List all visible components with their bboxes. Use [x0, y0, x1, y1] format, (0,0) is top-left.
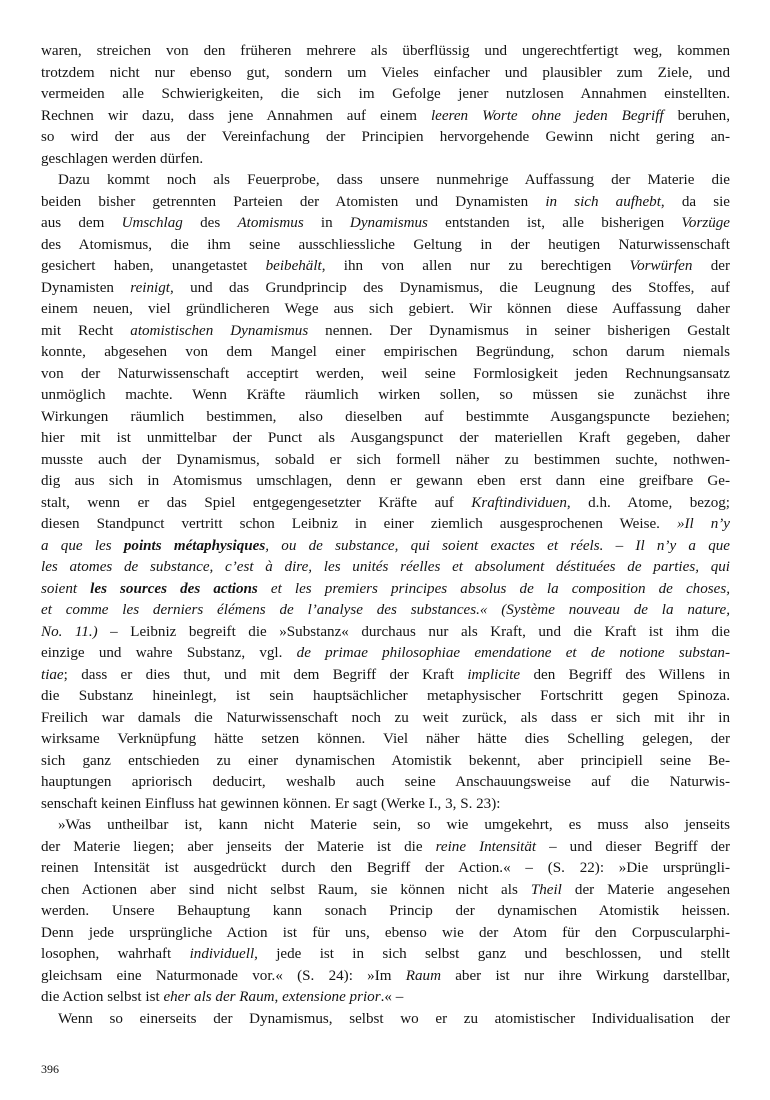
- text-line: [41, 837, 730, 859]
- text-run: Freilich war damals die Naturwissenschaft noch zu weit zurück, als dass er sich mit ihr in: [41, 709, 730, 726]
- italic-text-run: Kraftindividuen: [471, 494, 567, 511]
- text-run: stalt, wenn er das Spiel entgegengesetzter Kräfte auf: [41, 494, 472, 511]
- text-run: geschlagen werden dürfen.: [41, 150, 204, 167]
- italic-text-run: reine Intensität: [435, 838, 537, 855]
- text-block: [41, 41, 730, 1030]
- text-line: [41, 729, 730, 751]
- text-run: der Materie angesehen: [561, 881, 730, 898]
- text-line: [41, 815, 730, 837]
- italic-text-run: No. 11.): [41, 623, 98, 640]
- text-line: [41, 794, 730, 816]
- text-run: vermeiden alle Schwierigkeiten, die sich im Gefolge jener nutzlosen Annahmen einstellten.: [41, 86, 730, 102]
- text-line: [41, 170, 730, 192]
- text-line: [41, 493, 730, 515]
- text-line: [41, 471, 730, 493]
- text-run: , ihn von allen nur zu berechtigen: [321, 258, 630, 274]
- text-run: chen Actionen aber sind nicht selbst Raum, sie können nicht als: [41, 881, 531, 898]
- text-run: hier mit ist unmittelbar der Punct als Ausgangspunct der materiellen Kraft gegeben, daher: [41, 430, 730, 446]
- italic-text-run: implicite: [467, 666, 521, 683]
- bold-italic-text-run: points métaphysiques: [123, 537, 266, 554]
- italic-text-run: reinigt: [130, 279, 170, 296]
- text-line: [41, 536, 730, 558]
- text-line: [41, 600, 730, 622]
- text-run: .« –: [380, 989, 404, 1005]
- text-run: des: [182, 215, 238, 231]
- text-run: die Action selbst ist: [41, 989, 164, 1005]
- text-line: [41, 772, 730, 794]
- text-run: Dazu kommt noch als Feuerprobe, dass unsere nunmehrige Auffassung der Materie die: [58, 172, 730, 188]
- text-run: beruhen,: [663, 107, 730, 124]
- text-run: wirksame Verknüpfung hätte setzen können. Viel näher hätte dies Schelling gelegen, der: [41, 731, 730, 747]
- text-run: entstanden ist, alle bisherigen: [427, 215, 682, 231]
- text-run: , und das Grundprincip des Dynamismus, die Leugnung des Stoffes, auf: [169, 279, 730, 296]
- text-run: ; dass er dies thut, und mit dem Begriff der Kraft: [63, 666, 468, 683]
- text-line: [41, 751, 730, 773]
- text-run: senschaft keinen Einfluss hat gewinnen können. Er sagt (Werke I., 3, S. 23):: [41, 795, 501, 812]
- text-line: [41, 149, 730, 171]
- text-run: losophen, wahrhaft: [41, 946, 190, 962]
- text-line: [41, 342, 730, 364]
- text-line: [41, 278, 730, 300]
- italic-text-run: les atomes de substance, c’est à dire, les unités réelles et absolument déstituées de parties, qui: [41, 559, 730, 575]
- italic-text-run: de primae philosophiae emendatione et de notione substan-: [296, 645, 730, 661]
- italic-text-run: et comme les derniers élémens de l’analyse des substances.« (Système nouveau de la nature,: [41, 602, 730, 618]
- italic-text-run: , ou de substance, qui soient exactes et réels. – Il n’y a que: [265, 537, 730, 554]
- text-run: beiden bisher getrennten Parteien der Atomisten und Dynamisten: [41, 193, 546, 210]
- italic-text-run: »Il n’y: [676, 516, 730, 532]
- italic-text-run: in sich aufhebt: [545, 193, 661, 210]
- text-run: Denn jede ursprüngliche Action ist für uns, ebenso wie der Atom für den Corpuscularphi-: [41, 924, 730, 941]
- text-run: Wirkungen räumlich bestimmen, also dieselben auf bestimmte Ausgangspuncte beziehen;: [41, 408, 730, 425]
- text-line: [41, 708, 730, 730]
- text-run: in: [303, 215, 350, 231]
- text-run: ,: [274, 989, 283, 1005]
- text-run: – und dieser Begriff der: [536, 838, 730, 855]
- text-line: [41, 127, 730, 149]
- italic-text-run: leeren Worte ohne jeden Begriff: [430, 107, 664, 124]
- text-line: [41, 364, 730, 386]
- italic-text-run: Raum: [405, 967, 441, 984]
- italic-text-run: Vorzüge: [681, 215, 730, 231]
- text-run: diesen Standpunct vertritt schon Leibniz in einer ziemlich ausgesprochenen Weise.: [41, 516, 677, 532]
- text-run: waren, streichen von den früheren mehrere als überflüssig und ungerechtfertigt weg, kommen: [41, 43, 730, 59]
- text-run: der Materie liegen; aber jenseits der Materie ist die: [41, 838, 436, 855]
- text-line: [41, 321, 730, 343]
- text-line: [41, 858, 730, 880]
- text-line: [41, 213, 730, 235]
- italic-text-run: Atomismus: [237, 215, 304, 231]
- text-line: [41, 579, 730, 601]
- text-line: [41, 923, 730, 945]
- text-run: dig aus sich in Atomismus umschlagen, denn er gewann eben erst dann eine greifbare Ge-: [41, 473, 730, 489]
- italic-text-run: atomistischen Dynamismus: [130, 322, 309, 339]
- text-run: , d.h. Atome, bezog;: [566, 494, 730, 511]
- text-line: [41, 1009, 730, 1031]
- text-line: [41, 256, 730, 278]
- text-line: [41, 84, 730, 106]
- text-run: werden. Unsere Behauptung kann sonach Princip der dynamischen Atomistik heissen.: [41, 903, 730, 919]
- text-run: Rechnen wir dazu, dass jene Annahmen auf einem: [41, 107, 431, 124]
- text-run: mit Recht: [41, 322, 131, 339]
- text-line: [41, 665, 730, 687]
- text-run: reinen Intensität ist ausgedrückt durch den Begriff der Action.« – (S. 22): »Die ursprüngli-: [41, 860, 730, 876]
- text-run: aber ist nur ihre Wirkung darstellbar,: [440, 967, 730, 984]
- text-run: sich ganz entschieden zu einer dynamischen Atomistik bekennt, aber principiell seine Be-: [41, 752, 730, 769]
- text-run: der: [692, 258, 730, 274]
- text-line: [41, 966, 730, 988]
- text-line: [41, 106, 730, 128]
- text-line: [41, 557, 730, 579]
- text-run: »Was untheilbar ist, kann nicht Materie sein, so wie umgekehrt, es muss also jenseits: [58, 817, 730, 833]
- text-run: die Substanz hineinlegt, ist sein hauptsächlicher metaphysischer Fortschritt gegen Spinoza.: [41, 688, 730, 704]
- text-run: nennen. Der Dynamismus in seiner bisherigen Gestalt: [308, 322, 730, 339]
- italic-text-run: soient: [41, 580, 91, 597]
- text-run: von der Naturwissenschaft acceptirt werden, weil seine Formlosigkeit jeden Rechnungsansatz: [41, 365, 730, 382]
- text-run: den Begriff des Willens in: [520, 666, 730, 683]
- text-line: [41, 41, 730, 63]
- text-run: musste auch der Dynamismus, sobald er sich formell näher zu bestimmen suchte, nothwen-: [41, 451, 730, 468]
- text-run: einem neuen, viel gründlicheren Wege aus sich gebiert. Wir können diese Auffassung daher: [41, 301, 730, 317]
- text-line: [41, 407, 730, 429]
- text-line: [41, 944, 730, 966]
- text-line: [41, 235, 730, 257]
- text-run: konnte, abgesehen von dem Mangel einer empirischen Begründung, schon darum niemals: [41, 344, 730, 360]
- text-run: – Leibniz begreift die »Substanz« durchaus nur als Kraft, und die Kraft ist ihm die: [97, 623, 730, 640]
- text-run: gesichert haben, unangetastet: [41, 258, 266, 274]
- text-run: aus dem: [41, 215, 122, 231]
- italic-text-run: a que les: [41, 537, 124, 554]
- text-line: [41, 192, 730, 214]
- text-line: [41, 643, 730, 665]
- text-run: gleichsam eine Naturmonade vor.« (S. 24): »Im: [41, 967, 406, 984]
- italic-text-run: Vorwürfen: [629, 258, 693, 274]
- text-line: [41, 622, 730, 644]
- text-run: trotzdem nicht nur ebenso gut, sondern um Vieles einfacher und plausibler zum Ziele, und: [41, 64, 730, 81]
- text-run: unmöglich machte. Wenn Kräfte räumlich wirken sollen, so müssen sie zunächst ihre: [41, 387, 730, 403]
- italic-text-run: beibehält: [265, 258, 322, 274]
- italic-text-run: eher als der Raum: [163, 989, 275, 1005]
- italic-text-run: Umschlag: [121, 215, 183, 231]
- italic-text-run: individuell: [189, 946, 255, 962]
- text-run: hauptungen apriorisch deducirt, weshalb auch seine Anschauungsweise auf die Naturwis-: [41, 774, 730, 790]
- text-run: , jede ist in sich selbst ganz und beschlossen, und stellt: [254, 946, 730, 962]
- italic-text-run: et les premiers principes absolus de la composition de choses,: [257, 580, 730, 597]
- text-run: so wird der aus der Vereinfachung der Principien hervorgehende Gewinn nicht gering an-: [41, 129, 730, 145]
- text-line: [41, 63, 730, 85]
- text-line: [41, 901, 730, 923]
- page-number: 396: [41, 1062, 59, 1076]
- italic-text-run: Theil: [530, 881, 562, 898]
- text-line: [41, 514, 730, 536]
- text-run: des Atomismus, die ihm seine ausschliessliche Geltung in der heutigen Naturwissenschaft: [41, 236, 730, 253]
- text-run: Dynamisten: [41, 279, 131, 296]
- page-footer: [41, 1062, 59, 1077]
- text-run: , da sie: [660, 193, 730, 210]
- text-line: [41, 299, 730, 321]
- text-line: [41, 686, 730, 708]
- bold-italic-text-run: les sources des actions: [90, 580, 258, 597]
- text-line: [41, 385, 730, 407]
- text-run: Wenn so einerseits der Dynamismus, selbst wo er zu atomistischer Individualisation der: [58, 1010, 730, 1027]
- text-line: [41, 987, 730, 1009]
- text-line: [41, 450, 730, 472]
- text-line: [41, 428, 730, 450]
- italic-text-run: extensione prior: [282, 989, 381, 1005]
- text-run: einzige und wahre Substanz, vgl.: [41, 645, 297, 661]
- italic-text-run: tiae: [41, 666, 64, 683]
- italic-text-run: Dynamismus: [349, 215, 428, 231]
- text-line: [41, 880, 730, 902]
